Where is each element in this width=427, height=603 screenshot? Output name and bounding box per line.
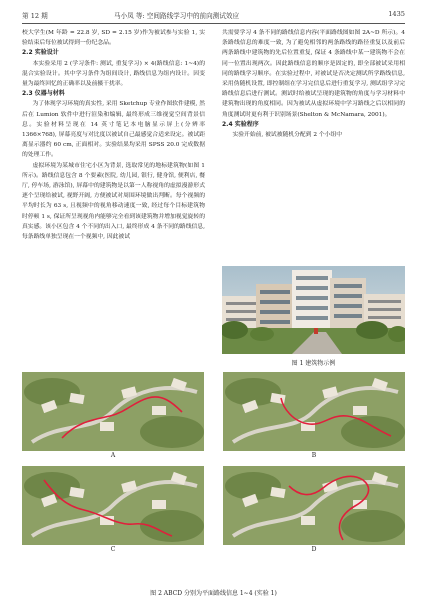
section-heading: 2.3 仪器与材料 xyxy=(22,90,65,98)
left-column xyxy=(22,28,205,242)
page-number: 1435 xyxy=(388,10,405,18)
panel-label-a: A xyxy=(110,452,116,459)
route-map-d xyxy=(223,466,405,545)
route-map-a xyxy=(22,372,204,451)
panel-label-d: D xyxy=(311,546,317,553)
paragraph: 为了体现学习环境的真实性, 采用 Sketchup 专业作图软件建模, 然后在 Lumion 软件中进行渲染和编辑, 最终形成三维视觉空间背景信息。实验材料呈现在 14 英寸笔记本电脑显示屏上(分辨率 1366×768), 屏幕亮度与对比度以被试自己最感觉合适来设定。被试距离显示器约 60 cm, 正面相对。实验结果均采用 SPSS 20.0 完成数据的处理工作。 xyxy=(22,101,205,159)
section-heading: 2.2 实验设计 xyxy=(22,49,59,57)
section-heading: 2.4 实验程序 xyxy=(222,120,259,128)
route-map-c xyxy=(22,466,204,545)
running-header xyxy=(22,10,405,23)
figure-2-caption: 图 2 ABCD 分别为平面路线信息 1~4 (实验 1) xyxy=(150,590,277,597)
figure-1-building-photo xyxy=(222,266,405,354)
header-rule xyxy=(22,23,405,24)
panel-label-b: B xyxy=(311,452,317,459)
figure-1-caption: 图 1 建筑物示例 xyxy=(291,360,336,367)
issue-number: 第 12 期 xyxy=(22,12,48,20)
route-map-b xyxy=(223,372,405,451)
panel-label-c: C xyxy=(110,546,116,553)
paragraph: 虚拟环境为某城市住宅小区为背景, 选取常见的地标建筑物(如图 1 所示)。路线信息包含 8 个要素(医院, 幼儿园, 银行, 健身馆, 便利店, 餐厅, 停车场, 游泳馆), 屏幕中的建筑物是以第一人称视角的虚拟漫游形式逐个呈现给被试, 视野开阔, 方便被试对周围环境做出判断。每个视频的平均时长为 63 s, 且视频中的视角移动速度一致, 经过每个目标建筑物时停顿 1 s, 保证所呈现视角内能够完全看到该建筑物并增加视觉旋转的真实感。该小区包含 4 个不同的出入口, 最终形成 4 条不同的路线信息, 每条路线单独呈现在一个视频中, 因此被试 xyxy=(22,162,205,241)
paragraph: 实验开始前, 被试被随机分配到 2 个小组中 xyxy=(232,132,343,139)
right-column xyxy=(222,28,405,140)
paragraph: 本实验采用 2 (学习条件: 测试, 重复学习) × 4(路线信息: 1~4)的混合实验设计。其中学习条件为组间设计, 路线信息为组内设计。因变量为最终回忆的正确率以及前摄干扰率。 xyxy=(22,60,205,88)
paragraph: 共需要学习 4 条不同的路线信息内容(平面路线图如图 2A~D 所示)。4 条路线信息的难度一致, 为了避免相邻的两条路线的路径重复以及前后两条路线中建筑物的先后位置重复, 保证 4 条路线中某一建筑物不会在同一位置出现两次。因此路线信息的顺序是固定的, 即全部被试采用相同的路线学习顺序。在实验过程中, 对被试是否决定测试所学路线信息, 采用伪随机设置, 即控制组在学习完信息后进行重复学习, 测试组学习完路线信息后进行测试。测试时给被试呈现的建筑物的角度与学习材料中建筑物出现的角度相同。因为被试从虚拟环境中学习路线之后以相同的角度测试时更有利于识别场景(Shelton & McNamara, 2001)。 xyxy=(222,30,405,118)
running-title: 马小凤 等: 空间路线学习中的前向测试效应 xyxy=(114,12,240,20)
paragraph: 校大学生(M 年龄 = 22.8 岁, SD = 2.15 岁)作为被试参与实验 1, 实验结束后每位被试得到一份纪念品。 xyxy=(22,30,205,47)
